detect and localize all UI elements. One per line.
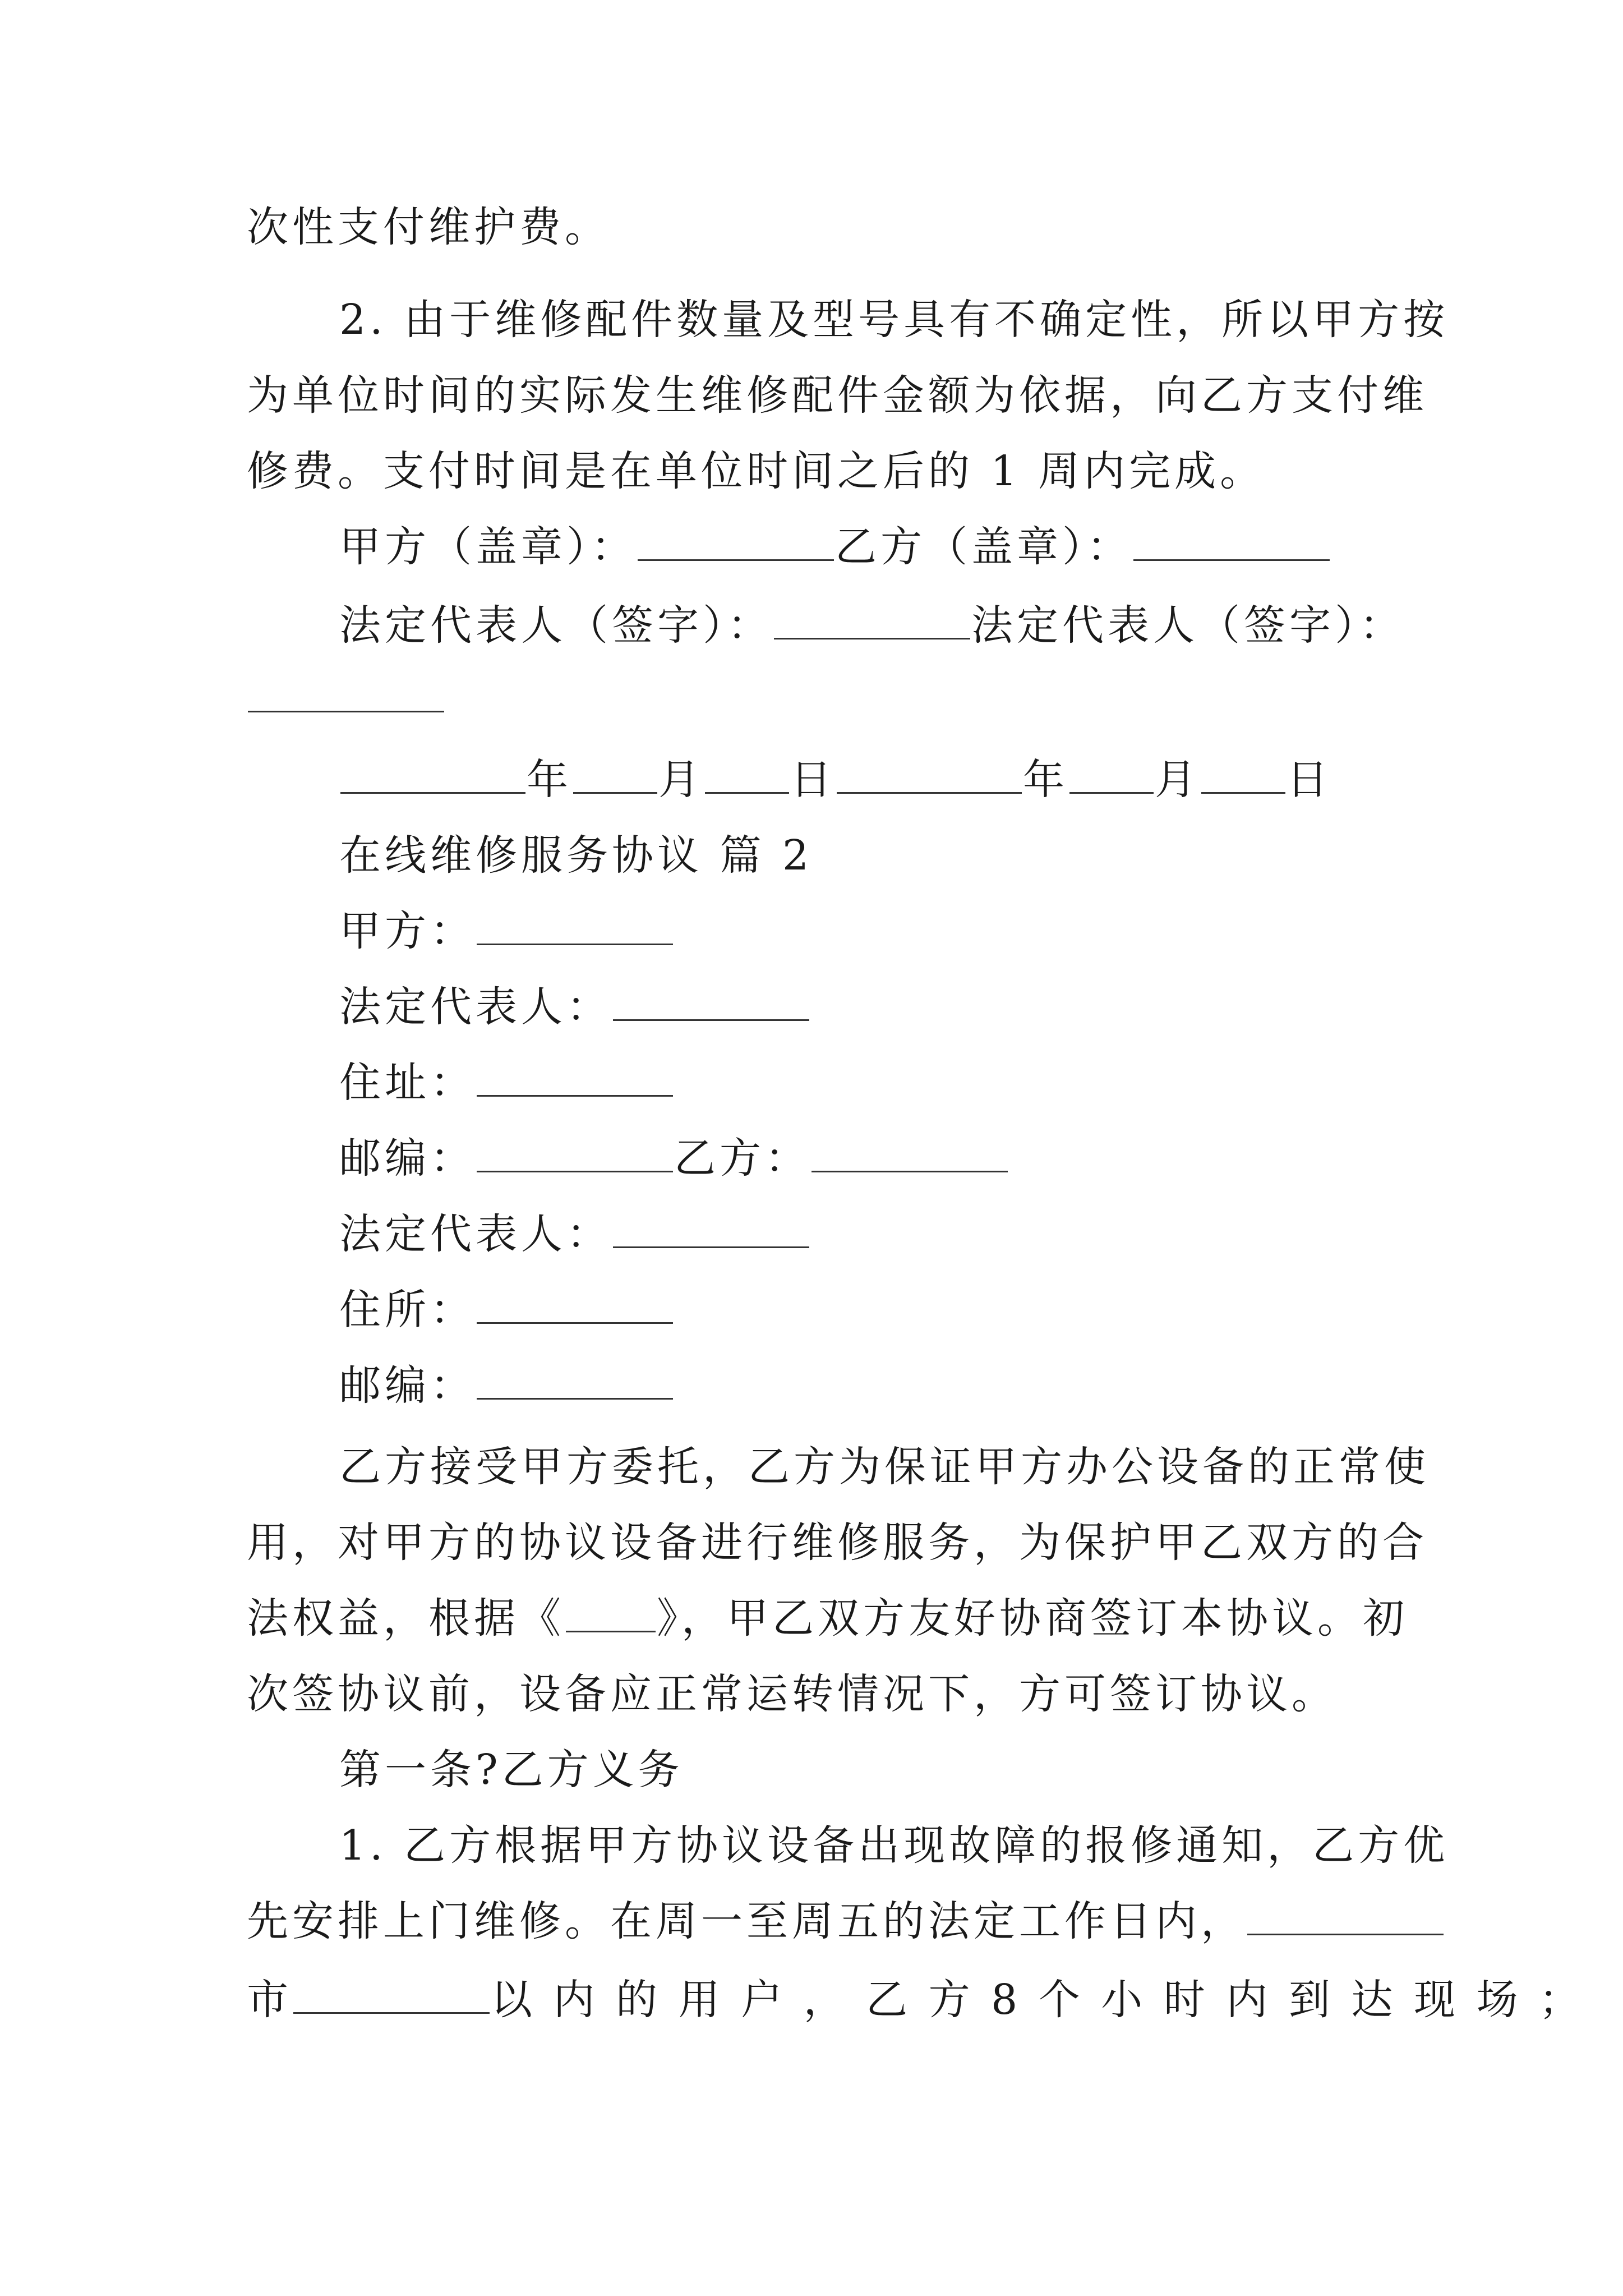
section-title-text: 在线维修服务协议 篇 2 — [339, 831, 813, 880]
paragraph-line — [247, 1590, 1408, 1646]
address-b-blank — [477, 1284, 673, 1324]
party-b-label: 乙方： — [674, 1134, 810, 1182]
rep-b-blank — [613, 1208, 809, 1248]
distance-blank — [293, 1974, 490, 2014]
rep-b-signature-blank — [248, 673, 444, 712]
paragraph-line — [247, 199, 1391, 255]
postcode-a-blank — [477, 1133, 673, 1172]
text-span: 次签协议前，设备应正常运转情况下，方可签订协议。 — [247, 1670, 1337, 1718]
year-blank-b — [837, 754, 1022, 794]
party-b-seal-label: 乙方（盖章）： — [835, 523, 1132, 571]
date-line — [339, 752, 1391, 808]
party-b-seal-blank — [1133, 521, 1330, 561]
text-span: 》，甲乙双方友好协商签订本协议。初 — [657, 1594, 1408, 1642]
rep-b-signature-label: 法定代表人（签字）： — [971, 601, 1405, 650]
rep-a-blank — [613, 981, 809, 1021]
paragraph-line — [247, 1515, 1428, 1571]
article-title-text: 第一条?乙方义务 — [339, 1746, 684, 1794]
signature-line-seal — [339, 519, 1391, 575]
postcode-a-party-b-line — [339, 1130, 1391, 1186]
paragraph-line — [247, 1666, 1391, 1722]
party-a-blank — [477, 905, 673, 945]
postcode-b-label: 邮编： — [339, 1361, 476, 1410]
party-a-label: 甲方： — [339, 907, 476, 955]
address-b-label: 住所： — [339, 1286, 476, 1334]
address-a-blank — [477, 1057, 673, 1097]
text-span: 1. 乙方根据甲方协议设备出现故障的报修通知，乙方优 — [339, 1821, 1449, 1870]
rep-a-signature-blank — [774, 600, 970, 639]
month-label-b: 月 — [1155, 756, 1200, 804]
party-a-seal-label: 甲方（盖章）： — [339, 523, 637, 571]
postcode-b-line — [339, 1358, 1391, 1414]
text-span: 市 — [247, 1976, 292, 2024]
paragraph-line — [247, 1893, 1391, 1949]
rep-b-line — [339, 1206, 1391, 1262]
text-span: 先安排上门维修。在周一至周五的法定工作日内， — [247, 1897, 1246, 1945]
month-label-a: 月 — [658, 756, 704, 804]
text-span: 法权益，根据《 — [247, 1594, 565, 1642]
text-span: 为单位时间的实际发生维修配件金额为依据，向乙方支付维 — [247, 371, 1428, 420]
paragraph-line — [339, 1439, 1430, 1495]
rep-a-label: 法定代表人： — [339, 983, 612, 1031]
section-title — [339, 827, 1391, 884]
paragraph-line — [247, 1972, 1584, 2028]
party-a-seal-blank — [638, 521, 834, 561]
day-blank-b — [1201, 754, 1285, 794]
signature-line-rep — [339, 597, 1405, 654]
party-a-line — [339, 903, 1391, 959]
day-blank-a — [705, 754, 789, 794]
address-a-line — [339, 1055, 1391, 1111]
party-b-blank — [811, 1133, 1008, 1172]
law-name-blank — [566, 1593, 656, 1632]
text-span: 2. 由于维修配件数量及型号具有不确定性，所以甲方按 — [339, 296, 1449, 344]
rep-b-label: 法定代表人： — [339, 1210, 612, 1258]
year-label-b: 年 — [1023, 756, 1068, 804]
year-label-a: 年 — [527, 756, 572, 804]
paragraph-line — [247, 367, 1428, 424]
paragraph-line — [339, 292, 1449, 348]
city-blank — [1247, 1895, 1444, 1935]
month-blank-b — [1069, 754, 1154, 794]
text-span: 修费。支付时间是在单位时间之后的 1 周内完成。 — [247, 447, 1266, 495]
year-blank-a — [340, 754, 525, 794]
signature-continuation-line — [247, 670, 1391, 726]
rep-a-signature-label: 法定代表人（签字）： — [339, 601, 773, 650]
address-b-line — [339, 1282, 1391, 1338]
month-blank-a — [573, 754, 657, 794]
day-label-a: 日 — [790, 756, 836, 804]
text-span: 次性支付维护费。 — [247, 203, 610, 251]
postcode-b-blank — [477, 1360, 673, 1400]
text-span: 乙方接受甲方委托，乙方为保证甲方办公设备的正常使 — [339, 1443, 1430, 1491]
day-label-b: 日 — [1287, 756, 1332, 804]
text-span: 以 内 的 用 户 ， 乙 方 8 个 小 时 内 到 达 现 场 ； — [491, 1976, 1584, 2024]
rep-a-line — [339, 979, 1391, 1035]
article-title — [339, 1742, 1391, 1798]
paragraph-line — [247, 443, 1391, 499]
paragraph-line — [339, 1818, 1449, 1874]
postcode-a-label: 邮编： — [339, 1134, 476, 1182]
text-span: 用，对甲方的协议设备进行维修服务，为保护甲乙双方的合 — [247, 1519, 1428, 1567]
address-a-label: 住址： — [339, 1059, 476, 1107]
